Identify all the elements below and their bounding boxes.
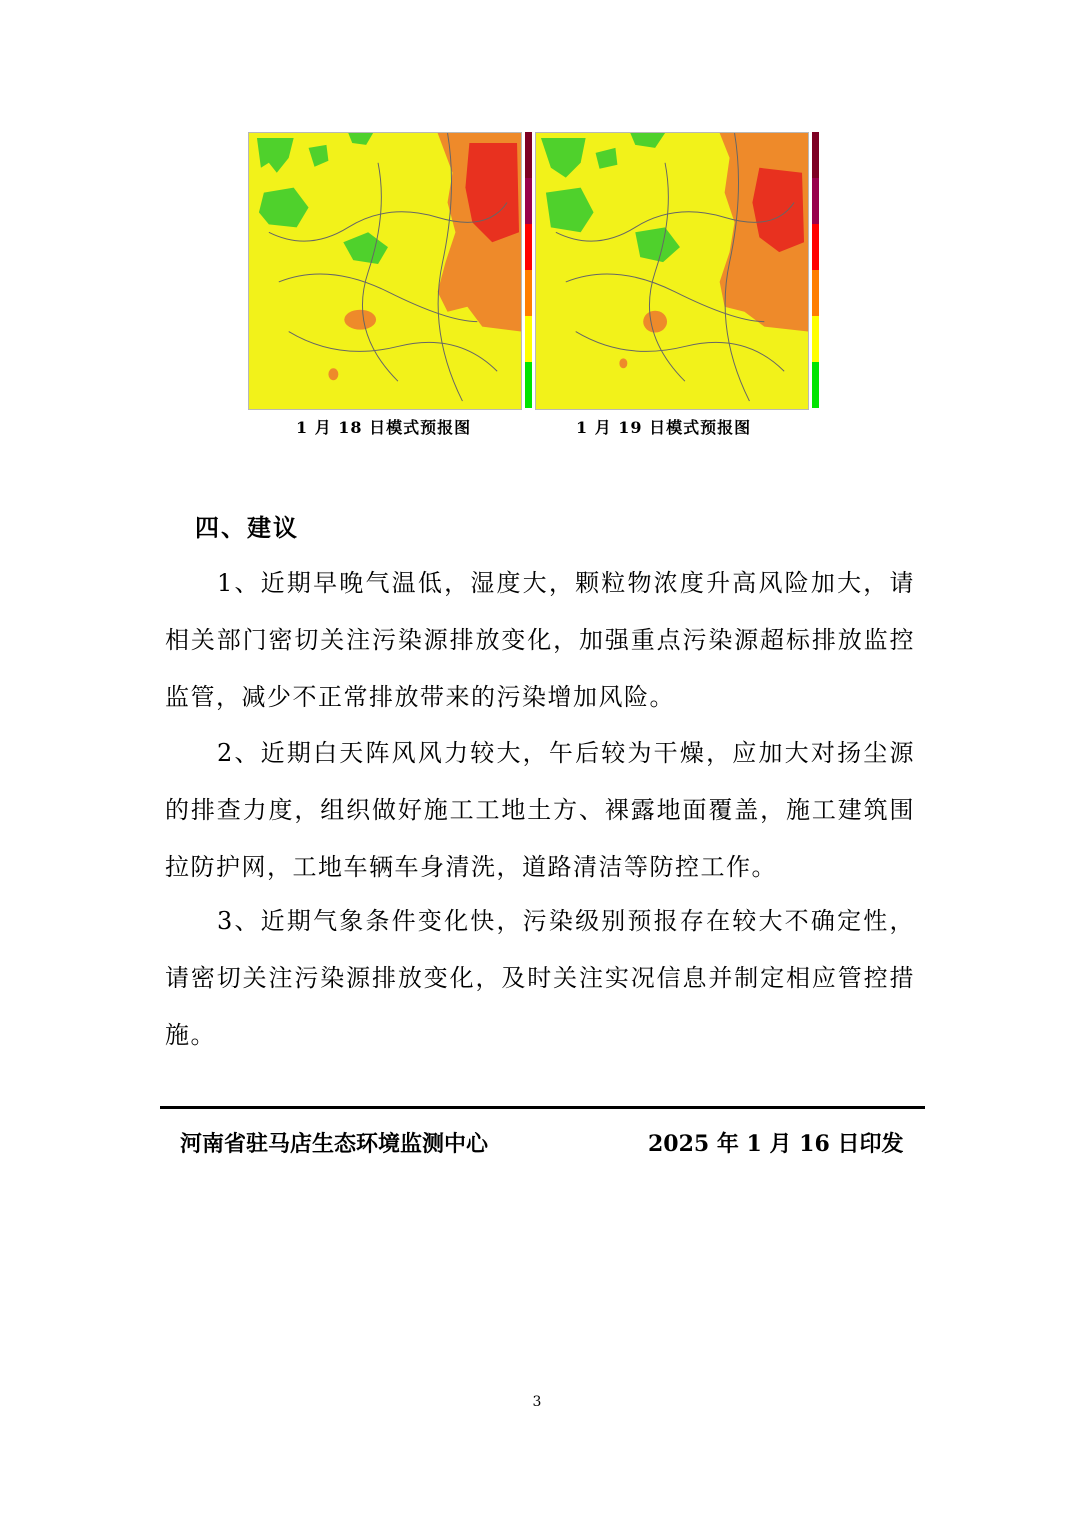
paragraph: 1、近期早晚气温低，湿度大，颗粒物浓度升高风险加大，请相关部门密切关注污染源排放变化，加强重点污染源超标排放监控监管，减少不正常排放带来的污染增加风险。: [165, 569, 915, 711]
legend-colorbar: [812, 132, 819, 408]
colorbar-segment: [525, 362, 532, 408]
colorbar-segment: [525, 270, 532, 316]
figure-caption: 1 月 18 日模式预报图: [296, 418, 472, 437]
colorbar-segment: [812, 178, 819, 224]
colorbar-segment: [525, 316, 532, 362]
colorbar-segment: [525, 224, 532, 270]
colorbar-segment: [812, 224, 819, 270]
paragraph: 2、近期白天阵风风力较大，午后较为干燥，应加大对扬尘源的排查力度，组织做好施工工地土方、裸露地面覆盖，施工建筑围拉防护网，工地车辆车身清洗，道路清洁等防控工作。: [165, 739, 915, 881]
figure-caption: 1 月 19 日模式预报图: [576, 418, 752, 437]
paragraph: 3、近期气象条件变化快，污染级别预报存在较大不确定性，请密切关注污染源排放变化，及时关注实况信息并制定相应管控措施。: [165, 907, 915, 1049]
forecast-map-jan19: [535, 132, 819, 410]
legend-colorbar: [525, 132, 532, 408]
colorbar-segment: [812, 316, 819, 362]
footer-divider: [160, 1106, 925, 1109]
section-heading: 四、建议: [195, 513, 299, 542]
issue-date: 2025 年 1 月 16 日印发: [648, 1131, 904, 1157]
colorbar-segment: [812, 362, 819, 408]
forecast-map-image: [535, 132, 809, 410]
colorbar-segment: [812, 270, 819, 316]
colorbar-segment: [812, 132, 819, 178]
colorbar-segment: [525, 178, 532, 224]
forecast-map-image: [248, 132, 522, 410]
page-number: 3: [532, 1394, 542, 1410]
colorbar-segment: [525, 132, 532, 178]
issuing-organization: 河南省驻马店生态环境监测中心: [180, 1131, 489, 1157]
forecast-map-jan18: [248, 132, 532, 410]
